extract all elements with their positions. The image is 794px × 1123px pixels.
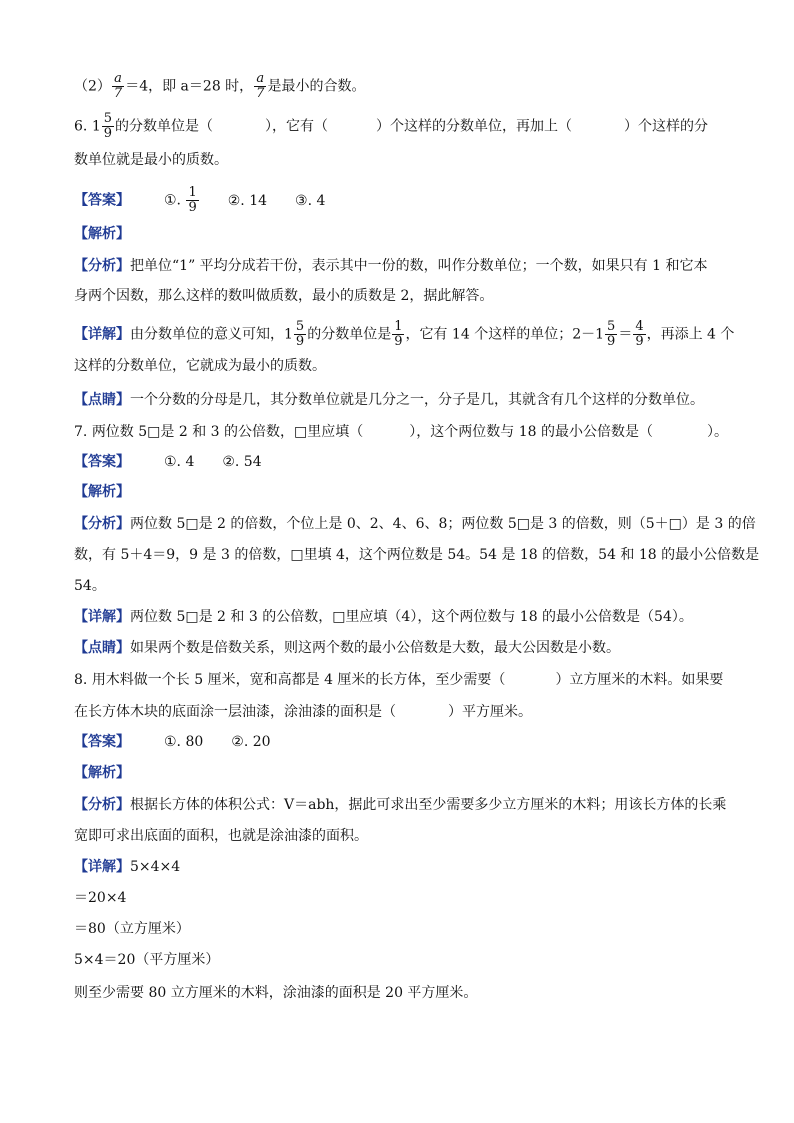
q8-xiangjie: 【详解】5×4×4 bbox=[74, 859, 181, 875]
q8-answer-1: ①. 80 bbox=[164, 734, 204, 750]
q6-answer-1: ①. $\frac{1}{9}$ bbox=[164, 185, 197, 215]
q6-xiangjie-line1: 【详解】由分数单位的意义可知，1 $\frac{5}{9}$ 的分数单位是 $\frac{1}{9}$ ，它有 14 个这样的单位；2－1 $\frac{5}{9}$ ＝ $\frac{4}{9}$ ，再添上 4 个 bbox=[74, 319, 735, 349]
q7-answer bbox=[74, 452, 262, 472]
q7-fenxi-line3: 54。 bbox=[74, 578, 106, 594]
q8-calc-line4: 5×4＝20（平方厘米） bbox=[74, 952, 220, 968]
q5-part2-suffix: 是最小的合数。 bbox=[267, 78, 366, 95]
fraction-a-over-7-second: $\frac{a}{7}$ bbox=[256, 71, 265, 101]
q8-fenxi-line2: 宽即可求出底面的面积，也就是涂油漆的面积。 bbox=[74, 828, 368, 844]
q6-answer-3: ③. 4 bbox=[295, 192, 326, 209]
q8-answer bbox=[74, 732, 271, 752]
q7-dianjing: 【点睛】如果两个数是倍数关系，则这两个数的最小公倍数是大数，最大公因数是小数。 bbox=[74, 640, 620, 656]
q8-jiexi: 【解析】 bbox=[74, 765, 130, 781]
q6-question-line2: 数单位就是最小的质数。 bbox=[74, 152, 228, 168]
mixed-number-1-5-9: 1 $\frac{5}{9}$ bbox=[91, 111, 113, 141]
answer-tag: 【答案】 bbox=[74, 192, 130, 209]
q8-fenxi-line1: 【分析】根据长方体的体积公式：V＝abh，据此可求出至少需要多少立方厘米的木料；用该长方体的长乘 bbox=[74, 797, 727, 813]
q7-fenxi-line2: 数，有 5＋4＝9，9 是 3 的倍数，□里填 4，这个两位数是 54。54 是 18 的倍数，54 和 18 的最小公倍数是 bbox=[74, 547, 760, 563]
q7-answer-1: ①. 4 bbox=[164, 454, 195, 470]
q8-answer-2: ②. 20 bbox=[231, 734, 271, 750]
question-number: 7. bbox=[74, 424, 88, 440]
q7-answer-2: ②. 54 bbox=[222, 454, 262, 470]
q6-answer-2: ②. 14 bbox=[227, 192, 268, 209]
q8-conclusion: 则至少需要 80 立方厘米的木料，涂油漆的面积是 20 平方厘米。 bbox=[74, 985, 478, 1001]
q7-xiangjie: 【详解】两位数 5□是 2 和 3 的公倍数，□里应填（4），这个两位数与 18 的最小公倍数是（54）。 bbox=[74, 609, 693, 625]
q5-part2-mid: ＝4，即 a＝28 时， bbox=[125, 78, 254, 95]
q8-question-line1: 8. 用木料做一个长 5 厘米，宽和高都是 4 厘米的长方体，至少需要（ ）立方厘米的木料。如果要 bbox=[74, 672, 724, 688]
answer-tag: 【答案】 bbox=[74, 454, 130, 470]
fraction-a-over-7: $\frac{a}{7}$ bbox=[113, 71, 123, 101]
q5-part2 bbox=[74, 72, 365, 101]
q7-fenxi-line1: 【分析】两位数 5□是 2 的倍数，个位上是 0、2、4、6、8；两位数 5□是 3 的倍数，则（5＋□）是 3 的倍 bbox=[74, 516, 756, 532]
q8-calc-line3: ＝80（立方厘米） bbox=[74, 921, 190, 937]
q6-dianjing: 【点睛】一个分数的分母是几，其分数单位就是几分之一，分子是几，其就含有几个这样的分数单位。 bbox=[74, 392, 704, 408]
q6-fenxi-line2: 身两个因数，那么这样的数叫做质数，最小的质数是 2，据此解答。 bbox=[74, 288, 494, 304]
q6-jiexi: 【解析】 bbox=[74, 226, 130, 242]
q7-jiexi: 【解析】 bbox=[74, 484, 130, 500]
q7-question: 7. 两位数 5□是 2 和 3 的公倍数，□里应填（ ），这个两位数与 18 的最小公倍数是（ ）。 bbox=[74, 424, 728, 440]
q8-question-line2: 在长方体木块的底面涂一层油漆，涂油漆的面积是（ ）平方厘米。 bbox=[74, 704, 532, 720]
answer-tag: 【答案】 bbox=[74, 734, 130, 750]
q6-answer bbox=[74, 186, 325, 215]
q6-fenxi-line1: 【分析】把单位“1” 平均分成若干份，表示其中一份的数，叫作分数单位；一个数，如果只有 1 和它本 bbox=[74, 258, 708, 274]
question-number: 6. bbox=[74, 118, 88, 135]
question-number: 8. bbox=[74, 672, 88, 688]
q6-xiangjie-line2: 这样的分数单位，它就成为最小的质数。 bbox=[74, 358, 326, 374]
q5-part2-prefix: （2） bbox=[74, 78, 111, 95]
q6-question-line1: 6. 1 $\frac{5}{9}$ 的分数单位是（ ），它有（ ）个这样的分数单位，再加上（ ）个这样的分 bbox=[74, 111, 709, 141]
q8-calc-line2: ＝20×4 bbox=[74, 890, 127, 906]
